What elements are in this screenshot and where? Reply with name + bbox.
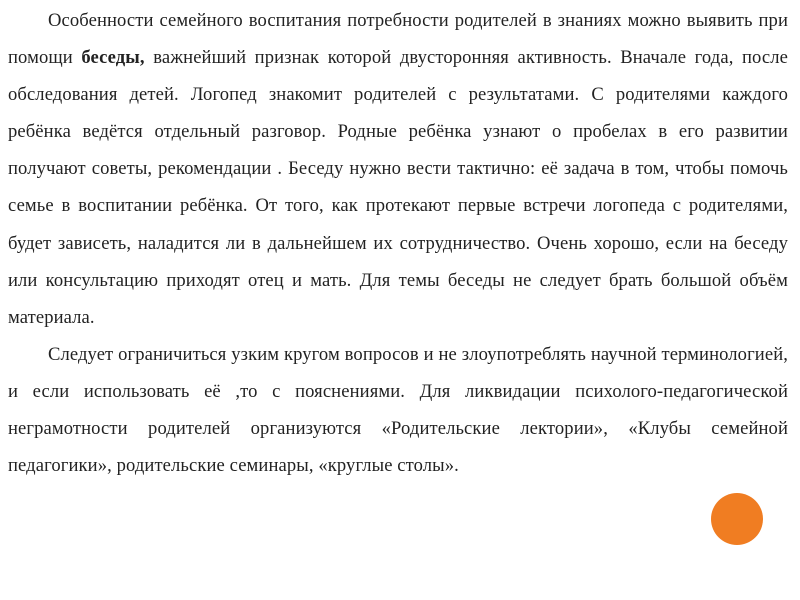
paragraph-1-text-start: Особенности семейного воспитания потребности родителей в знаниях можно выявить при помощи: [8, 10, 788, 69]
paragraph-2: Следует ограничиться узким кругом вопросов и не злоупотреблять научной терминологией, и если использовать её ,то с пояснениями. Для ликвидации психолого-педагогической неграмотности родителей организуются «Родительские лектории», «Клубы семейной педагогики», родительские семинары, «круглые столы».: [8, 343, 788, 477]
paragraph-1-text-end: важнейший признак которой двусторонняя активность. Вначале года, после обследования детей. Логопед знакомит родителей с результатами. С родителями каждого ребёнка ведётся отдельный разговор. Родные ребёнка узнают о пробелах в его развитии получают советы, рекомендации . Беседу нужно вести тактично: её задача в том, чтобы помочь семье в воспитании ребёнка. От того, как протекают первые встречи логопеда с родителями, будет зависеть, наладится ли в дальнейшем их сотрудничество. Очень хорошо, если на беседу или консультацию приходят отец и мать. Для темы беседы не следует брать большой объём материала.: [8, 47, 788, 328]
text-body: [8, 2, 788, 484]
paragraph-1-bold-term: беседы,: [81, 47, 145, 69]
orange-circle-decoration: [711, 493, 763, 545]
paragraph-1: [8, 2, 788, 336]
